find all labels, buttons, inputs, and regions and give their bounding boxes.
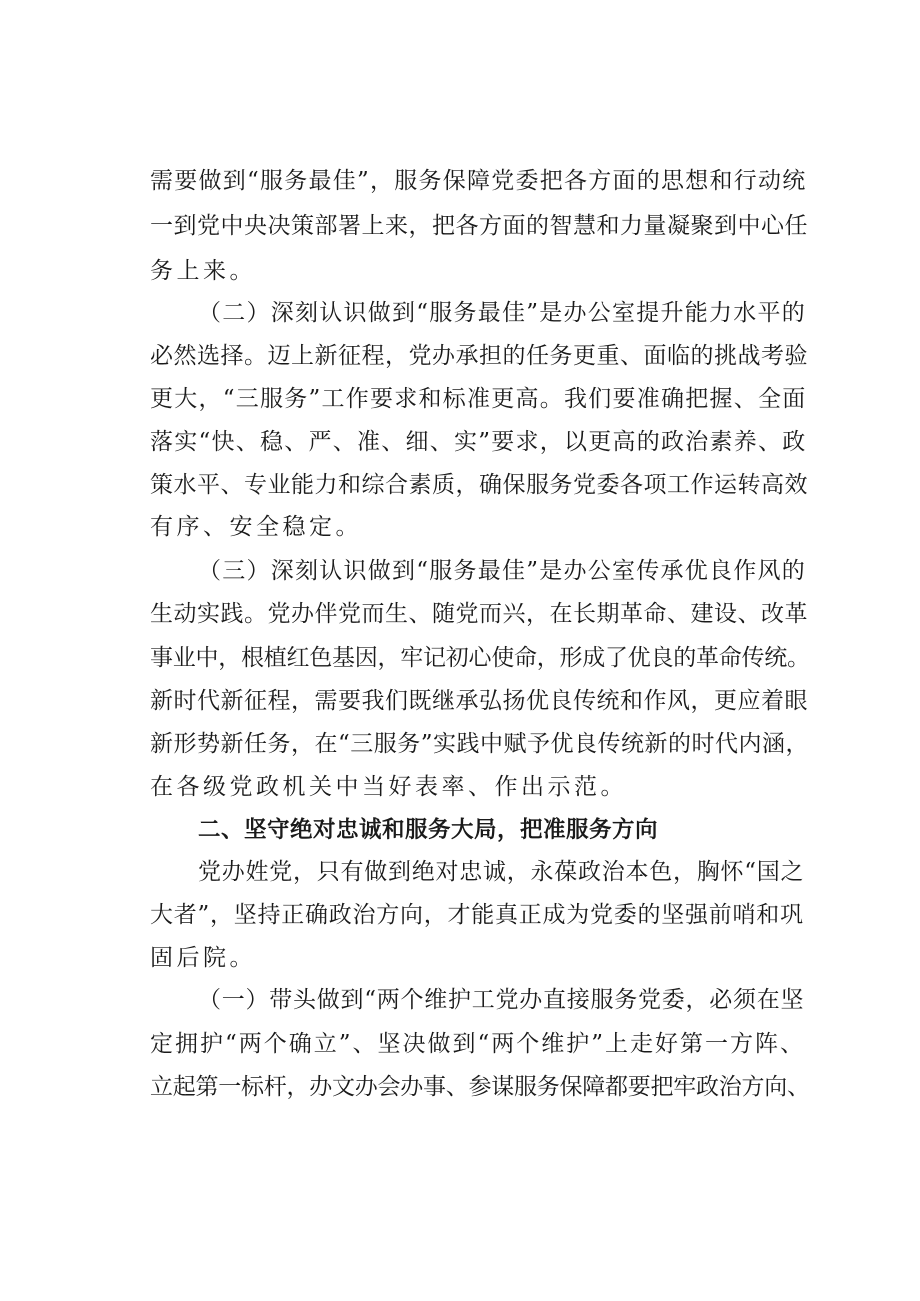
- paragraph-line: 有序、安全稳定。: [150, 514, 362, 540]
- paragraph-line: 事业中，根植红色基因，牢记初心使命，形成了优良的革命传统。: [150, 645, 810, 671]
- paragraph-line: 固后院。: [150, 945, 256, 971]
- paragraph-line: 新形势新任务，在“三服务”实践中赋予优良传统新的时代内涵，: [150, 731, 810, 757]
- paragraph-line: 在各级党政机关中当好表率、作出示范。: [150, 774, 627, 800]
- paragraph-line: 立起第一标杆，办文办会办事、参谋服务保障都要把牢政治方向、: [150, 1074, 810, 1100]
- paragraph-line: 党办姓党，只有做到绝对忠诚，永葆政治本色，胸怀“国之: [198, 859, 805, 885]
- paragraph-line: 更大，“三服务”工作要求和标准更高。我们要准确把握、全面: [150, 386, 807, 412]
- paragraph-line: 一到党中央决策部署上来，把各方面的智慧和力量凝聚到中心任: [150, 213, 808, 239]
- paragraph-line: （一）带头做到“两个维护工党办直接服务党委，必须在坚: [198, 987, 805, 1013]
- paragraph-line: 务上来。: [150, 258, 256, 284]
- paragraph-line: 落实“快、稳、严、准、细、实”要求，以更高的政治素养、政: [150, 429, 807, 455]
- paragraph-line: 策水平、专业能力和综合素质，确保服务党委各项工作运转高效: [150, 472, 808, 498]
- paragraph-line: 定拥护“两个确立”、坚决做到“两个维护”上走好第一方阵、: [150, 1031, 806, 1057]
- paragraph-line: （二）深刻认识做到“服务最佳”是办公室提升能力水平的: [198, 300, 807, 326]
- paragraph-line: 需要做到“服务最佳”，服务保障党委把各方面的思想和行动统: [150, 168, 807, 194]
- paragraph-line: 必然选择。迈上新征程，党办承担的任务更重、面临的挑战考验: [150, 343, 808, 369]
- section-heading: 二、坚守绝对忠诚和服务大局，把准服务方向: [198, 817, 659, 843]
- paragraph-line: 生动实践。党办伴党而生、随党而兴，在长期革命、建设、改革: [150, 601, 808, 627]
- paragraph-line: 大者”，坚持正确政治方向，才能真正成为党委的坚强前哨和巩: [150, 902, 804, 928]
- paragraph-line: 新时代新征程，需要我们既继承弘扬优良传统和作风，更应着眼: [150, 688, 808, 714]
- paragraph-line: （三）深刻认识做到“服务最佳”是办公室传承优良作风的: [198, 558, 807, 584]
